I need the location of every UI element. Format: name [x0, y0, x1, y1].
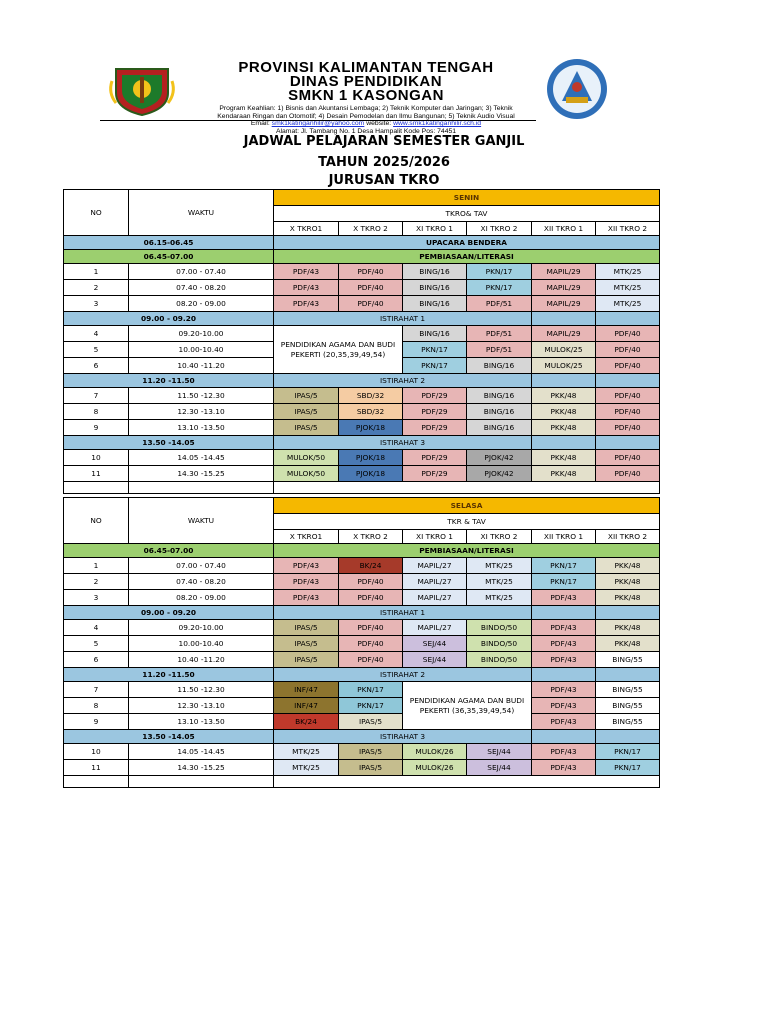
day-header-monday: SENIN: [274, 190, 660, 206]
lesson-cell: PDF/40: [339, 636, 403, 652]
lesson-cell: PKN/17: [403, 342, 467, 358]
class-header: XII TKRO 2: [596, 222, 660, 236]
ceremony-label: UPACARA BENDERA: [274, 236, 660, 250]
period-time: 09.20-10.00: [129, 326, 274, 342]
table-row: [64, 388, 661, 404]
lesson-cell: PDF/40: [339, 652, 403, 668]
period-time: 10.40 -11.20: [129, 358, 274, 374]
lesson-cell: BING/55: [596, 652, 660, 668]
lesson-cell: BING/16: [403, 264, 467, 280]
lesson-cell: PDF/40: [596, 404, 660, 420]
period-no: 7: [64, 388, 129, 404]
literacy-row: [64, 544, 661, 558]
break-row: [64, 436, 661, 450]
lesson-cell: PKK/48: [596, 636, 660, 652]
group-header: TKR & TAV: [274, 514, 660, 530]
website-label: website:: [366, 120, 392, 127]
table-row: [64, 652, 661, 668]
table-row: [64, 574, 661, 590]
lesson-cell: BK/24: [339, 558, 403, 574]
period-no: 10: [64, 744, 129, 760]
literacy-label: PEMBIASAAN/LITERASI: [274, 544, 660, 558]
lesson-cell: BK/24: [274, 714, 339, 730]
class-header: XI TKRO 2: [467, 222, 532, 236]
period-no: 10: [64, 450, 129, 466]
break-time: 13.50 -14.05: [64, 730, 274, 744]
period-no: 5: [64, 342, 129, 358]
lesson-cell: PDF/43: [274, 558, 339, 574]
period-no: 9: [64, 420, 129, 436]
lesson-cell: IPAS/5: [274, 404, 339, 420]
lesson-cell: PKK/48: [532, 388, 596, 404]
lesson-cell: PDF/51: [467, 296, 532, 312]
lesson-cell: PDF/29: [403, 466, 467, 482]
lesson-cell: PJOK/42: [467, 466, 532, 482]
lesson-cell: BINDO/50: [467, 652, 532, 668]
period-time: 10.40 -11.20: [129, 652, 274, 668]
lesson-cell: PKK/48: [532, 450, 596, 466]
lesson-cell: BING/55: [596, 682, 660, 698]
lesson-cell: PDF/40: [596, 358, 660, 374]
lesson-cell: PDF/40: [596, 326, 660, 342]
lesson-cell: IPAS/5: [274, 652, 339, 668]
lesson-cell: PJOK/18: [339, 450, 403, 466]
lesson-cell: MTK/25: [596, 280, 660, 296]
lesson-cell: PJOK/18: [339, 420, 403, 436]
period-time: 10.00-10.40: [129, 342, 274, 358]
period-time: 12.30 -13.10: [129, 404, 274, 420]
lesson-cell: PDF/43: [532, 636, 596, 652]
break-row: [64, 668, 661, 682]
email-label: Email:: [250, 120, 270, 127]
class-header: XII TKRO 1: [532, 530, 596, 544]
lesson-cell: PDF/43: [532, 714, 596, 730]
lesson-cell: PDF/29: [403, 450, 467, 466]
lesson-cell: PDF/40: [596, 388, 660, 404]
period-no: 11: [64, 760, 129, 776]
lesson-cell: MULOK/50: [274, 450, 339, 466]
lesson-cell: PKN/17: [596, 760, 660, 776]
lesson-cell: BING/16: [467, 388, 532, 404]
lesson-cell: PKN/17: [596, 744, 660, 760]
table-row: [64, 404, 661, 420]
break-time: 11.20 -11.50: [64, 374, 274, 388]
period-time: 14.05 -14.45: [129, 744, 274, 760]
lesson-cell: BING/55: [596, 714, 660, 730]
lesson-cell: PDF/43: [532, 698, 596, 714]
ceremony-row: [64, 236, 661, 250]
lesson-cell: MAPIL/29: [532, 326, 596, 342]
lesson-cell: PDF/43: [532, 590, 596, 606]
lesson-cell: IPAS/5: [274, 636, 339, 652]
period-time: 14.05 -14.45: [129, 450, 274, 466]
lesson-cell: SEJ/44: [403, 652, 467, 668]
contact-line: [196, 120, 536, 128]
lesson-cell: IPAS/5: [339, 714, 403, 730]
lesson-cell: PDF/29: [403, 404, 467, 420]
lesson-cell: IPAS/5: [274, 388, 339, 404]
break-row: [64, 312, 661, 326]
lesson-cell: MAPIL/27: [403, 620, 467, 636]
programs-line-1: Program Keahlian: 1) Bisnis dan Akuntansi Lembaga; 2) Teknik Komputer dan Jaringan; 3) Teknik: [219, 105, 513, 112]
monday-schedule-table: [63, 189, 661, 494]
table-row: [64, 420, 661, 436]
table-row: [64, 760, 661, 776]
literacy-row: [64, 250, 661, 264]
lesson-cell: IPAS/5: [339, 760, 403, 776]
period-no: 11: [64, 466, 129, 482]
class-header: XI TKRO 1: [403, 222, 467, 236]
lesson-cell: PKK/48: [532, 420, 596, 436]
lesson-cell: PKN/17: [339, 698, 403, 714]
table-row: [64, 280, 661, 296]
period-no: 8: [64, 698, 129, 714]
table-row: [64, 636, 661, 652]
lesson-cell: PJOK/42: [467, 450, 532, 466]
lesson-cell: MAPIL/27: [403, 590, 467, 606]
table-row: [64, 682, 661, 698]
lesson-cell: MTK/25: [596, 264, 660, 280]
waktu-header: WAKTU: [129, 190, 274, 236]
department-title: JURUSAN TKRO: [328, 173, 440, 188]
lesson-cell: PDF/43: [274, 590, 339, 606]
lesson-cell: PDF/40: [596, 420, 660, 436]
lesson-cell: SBD/32: [339, 404, 403, 420]
school-logo-icon: [542, 57, 612, 121]
lesson-cell: PKN/17: [339, 682, 403, 698]
lesson-cell: BING/16: [403, 280, 467, 296]
lesson-cell: BINDO/50: [467, 620, 532, 636]
period-time: 11.50 -12.30: [129, 388, 274, 404]
lesson-cell: MTK/25: [596, 296, 660, 312]
lesson-cell: PDF/40: [339, 574, 403, 590]
day-header-tuesday: SELASA: [274, 498, 660, 514]
lesson-cell: MAPIL/29: [532, 280, 596, 296]
lesson-cell: PDF/40: [596, 466, 660, 482]
table-row: [64, 620, 661, 636]
break-row: [64, 374, 661, 388]
lesson-cell: BING/16: [467, 404, 532, 420]
school-name: SMKN 1 KASONGAN: [288, 87, 444, 104]
lesson-cell: PDF/43: [274, 264, 339, 280]
lesson-cell: SBD/32: [339, 388, 403, 404]
period-no: 7: [64, 682, 129, 698]
lesson-cell: IPAS/5: [274, 620, 339, 636]
period-no: 3: [64, 590, 129, 606]
class-header: X TKRO 2: [339, 222, 403, 236]
lesson-cell: PDF/29: [403, 420, 467, 436]
break-label: ISTIRAHAT 3: [274, 436, 532, 450]
lesson-cell: IPAS/5: [339, 744, 403, 760]
lesson-cell: PDF/51: [467, 326, 532, 342]
period-no: 1: [64, 264, 129, 280]
lesson-cell: INF/47: [274, 682, 339, 698]
table-row: [64, 450, 661, 466]
lesson-cell: MTK/25: [467, 558, 532, 574]
lesson-cell: PDF/40: [339, 280, 403, 296]
lesson-cell: PDF/43: [532, 682, 596, 698]
email-link[interactable]: smk1katinganhilir@yahoo.com: [271, 120, 365, 127]
lesson-cell: PDF/43: [532, 652, 596, 668]
lesson-cell: PKN/17: [532, 558, 596, 574]
break-time: 09.00 - 09.20: [64, 312, 274, 326]
academic-year: TAHUN 2025/2026: [318, 155, 450, 170]
lesson-cell: MAPIL/29: [532, 264, 596, 280]
lesson-cell: PKN/17: [532, 574, 596, 590]
period-time: 11.50 -12.30: [129, 682, 274, 698]
period-no: 8: [64, 404, 129, 420]
break-label: ISTIRAHAT 2: [274, 374, 532, 388]
lesson-cell: SEJ/44: [467, 744, 532, 760]
lesson-cell: PKN/17: [467, 280, 532, 296]
lesson-cell: PDF/40: [339, 264, 403, 280]
class-header: XI TKRO 2: [467, 530, 532, 544]
lesson-cell: PKK/48: [596, 558, 660, 574]
lesson-cell: PDF/43: [532, 744, 596, 760]
table-row: [64, 698, 661, 714]
break-label: ISTIRAHAT 1: [274, 606, 532, 620]
period-no: 4: [64, 620, 129, 636]
lesson-cell: PKK/48: [596, 590, 660, 606]
period-time: 08.20 - 09.00: [129, 296, 274, 312]
waktu-header: WAKTU: [129, 498, 274, 544]
period-no: 6: [64, 358, 129, 374]
period-time: 14.30 -15.25: [129, 466, 274, 482]
period-no: 1: [64, 558, 129, 574]
address: Alamat: Jl. Tambang No. 1 Desa Hampalit Kode Pos: 74451: [275, 127, 457, 135]
lesson-cell: SEJ/44: [467, 760, 532, 776]
period-no: 3: [64, 296, 129, 312]
schedule-title: JADWAL PELAJARAN SEMESTER GANJIL: [243, 134, 525, 149]
ceremony-time: 06.15-06.45: [64, 236, 274, 250]
break-time: 11.20 -11.50: [64, 668, 274, 682]
class-header: XII TKRO 2: [596, 530, 660, 544]
break-row: [64, 606, 661, 620]
province-name: PROVINSI KALIMANTAN TENGAH: [238, 59, 494, 76]
lesson-cell: MTK/25: [467, 574, 532, 590]
table-row: [64, 714, 661, 730]
lesson-cell: MAPIL/29: [532, 296, 596, 312]
period-time: 13.10 -13.50: [129, 714, 274, 730]
table-row: [64, 264, 661, 280]
lesson-cell: SEJ/44: [403, 636, 467, 652]
period-time: 14.30 -15.25: [129, 760, 274, 776]
lesson-cell: PDF/40: [596, 342, 660, 358]
lesson-cell: MULOK/50: [274, 466, 339, 482]
lesson-cell: MULOK/25: [532, 342, 596, 358]
tuesday-schedule-table: [63, 497, 661, 788]
lesson-cell: PDF/40: [596, 450, 660, 466]
table-row: [64, 326, 661, 342]
class-header: X TKRO 2: [339, 530, 403, 544]
period-no: 2: [64, 280, 129, 296]
class-header: XII TKRO 1: [532, 222, 596, 236]
lesson-cell: BING/16: [403, 296, 467, 312]
regency-emblem-icon: [106, 63, 178, 117]
letterhead-text: [196, 61, 536, 135]
programs-line-2: Kendaraan Ringan dan Otomotif; 4) Desain Pemodelan dan Ilmu Bangunan; 5) Teknik Audio Visual: [217, 112, 515, 120]
class-header: X TKRO1: [274, 222, 339, 236]
lesson-cell: INF/47: [274, 698, 339, 714]
break-label: ISTIRAHAT 3: [274, 730, 532, 744]
lesson-cell: PDF/40: [339, 590, 403, 606]
lesson-cell: BING/55: [596, 698, 660, 714]
lesson-cell: PKK/48: [596, 620, 660, 636]
lesson-cell: PDF/43: [274, 296, 339, 312]
break-time: 09.00 - 09.20: [64, 606, 274, 620]
lesson-cell: MULOK/25: [532, 358, 596, 374]
period-time: 07.40 - 08.20: [129, 574, 274, 590]
no-header: NO: [64, 190, 129, 236]
literacy-time: 06.45-07.00: [64, 544, 274, 558]
table-row: [64, 590, 661, 606]
table-row: [64, 466, 661, 482]
class-header: X TKRO1: [274, 530, 339, 544]
lesson-cell: PKN/17: [403, 358, 467, 374]
literacy-time: 06.45-07.00: [64, 250, 274, 264]
period-time: 07.00 - 07.40: [129, 264, 274, 280]
lesson-cell: PDF/43: [274, 574, 339, 590]
lesson-cell: PKK/48: [596, 574, 660, 590]
literacy-label: PEMBIASAAN/LITERASI: [274, 250, 660, 264]
period-no: 5: [64, 636, 129, 652]
lesson-cell: BING/16: [403, 326, 467, 342]
religion-merged-cell: PENDIDIKAN AGAMA DAN BUDI PEKERTI (20,35,39,49,54): [274, 326, 403, 374]
break-time: 13.50 -14.05: [64, 436, 274, 450]
lesson-cell: PDF/43: [532, 620, 596, 636]
lesson-cell: MAPIL/27: [403, 558, 467, 574]
period-no: 6: [64, 652, 129, 668]
letterhead: [100, 55, 560, 135]
period-time: 09.20-10.00: [129, 620, 274, 636]
lesson-cell: PDF/51: [467, 342, 532, 358]
group-header: TKRO& TAV: [274, 206, 660, 222]
lesson-cell: PJOK/18: [339, 466, 403, 482]
lesson-cell: PDF/43: [274, 280, 339, 296]
class-header: XI TKRO 1: [403, 530, 467, 544]
letterhead-divider: [100, 120, 536, 121]
religion-merged-cell: PENDIDIKAN AGAMA DAN BUDI PEKERTI (36,35,39,49,54): [403, 682, 532, 730]
lesson-cell: PDF/29: [403, 388, 467, 404]
lesson-cell: IPAS/5: [274, 420, 339, 436]
break-row: [64, 730, 661, 744]
lesson-cell: BING/16: [467, 420, 532, 436]
lesson-cell: MTK/25: [274, 760, 339, 776]
no-header: NO: [64, 498, 129, 544]
lesson-cell: PDF/43: [532, 760, 596, 776]
table-row: [64, 744, 661, 760]
lesson-cell: PKK/48: [532, 466, 596, 482]
period-time: 07.40 - 08.20: [129, 280, 274, 296]
break-label: ISTIRAHAT 1: [274, 312, 532, 326]
lesson-cell: BING/16: [467, 358, 532, 374]
lesson-cell: MULOK/26: [403, 744, 467, 760]
table-row: [64, 296, 661, 312]
lesson-cell: MULOK/26: [403, 760, 467, 776]
period-time: 10.00-10.40: [129, 636, 274, 652]
break-label: ISTIRAHAT 2: [274, 668, 532, 682]
lesson-cell: PDF/40: [339, 620, 403, 636]
period-time: 13.10 -13.50: [129, 420, 274, 436]
lesson-cell: PDF/40: [339, 296, 403, 312]
period-time: 08.20 - 09.00: [129, 590, 274, 606]
lesson-cell: PKN/17: [467, 264, 532, 280]
lesson-cell: BINDO/50: [467, 636, 532, 652]
period-time: 07.00 - 07.40: [129, 558, 274, 574]
website-link[interactable]: www.smk1katinganhilir.sch.id: [393, 120, 482, 127]
lesson-cell: MAPIL/27: [403, 574, 467, 590]
period-time: 12.30 -13.10: [129, 698, 274, 714]
table-row: [64, 558, 661, 574]
lesson-cell: MTK/25: [467, 590, 532, 606]
period-no: 2: [64, 574, 129, 590]
department-name: DINAS PENDIDIKAN: [289, 73, 443, 90]
period-no: 9: [64, 714, 129, 730]
lesson-cell: MTK/25: [274, 744, 339, 760]
period-no: 4: [64, 326, 129, 342]
lesson-cell: PKK/48: [532, 404, 596, 420]
